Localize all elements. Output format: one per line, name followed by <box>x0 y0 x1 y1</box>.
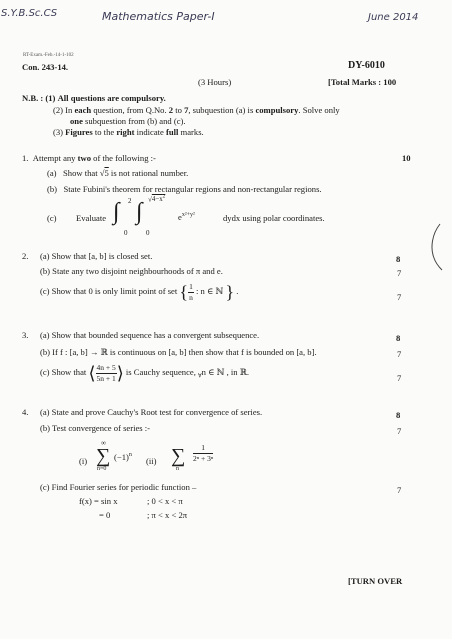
fraction-denominator: n <box>189 292 193 302</box>
sqrt-symbol: √ <box>99 168 105 178</box>
sigma-sign-i: ∑ <box>96 445 111 467</box>
q3b-marks: 7 <box>397 349 402 359</box>
inner-integral-upper <box>148 195 165 203</box>
fraction-denominator: 2ⁿ + 3ⁿ <box>193 453 214 463</box>
q4a: (a) State and prove Cauchy's Root test for convergence of series. <box>40 407 263 417</box>
outer-integral-lower: 0 <box>124 229 128 237</box>
nb-line-4 <box>53 127 204 137</box>
nb-line-3 <box>70 116 186 126</box>
fraction-sequence <box>96 364 117 382</box>
sqrt-symbol: √ <box>148 195 152 204</box>
handwritten-date: June 2014 <box>368 12 419 23</box>
nb-rule-2-part: compulsory <box>255 105 299 115</box>
nb-rule-2-part: each <box>74 105 92 115</box>
left-angle: ⟨ <box>88 363 96 383</box>
nb-rule-2-part: . Solve only <box>298 105 340 115</box>
exp-base: e <box>178 212 182 222</box>
nb-rule-2-part: (2) In <box>53 105 75 115</box>
inner-upper-text: 4−x <box>151 195 163 204</box>
sigma-upper-i: ∞ <box>101 439 106 447</box>
q1-text: of the following :- <box>91 153 156 163</box>
right-angle: ⟩ <box>116 363 124 383</box>
q3c-text: (c) Show that <box>40 366 87 377</box>
q4c-marks: 7 <box>397 485 402 495</box>
sigma-lower-i: n=0 <box>97 466 107 472</box>
fraction-denominator: 5n + 1 <box>96 373 116 383</box>
fourier-line-1a: f(x) = sin x <box>79 496 118 506</box>
q3b: (b) If f : [a, b] → ℝ is continuous on [a, b] then show that f is bounded on [a, b]. <box>40 347 317 357</box>
nb-rule-2-part: to <box>173 105 185 115</box>
nb-rule-2-part: , subquestion (a) is <box>188 105 256 115</box>
nb-rule-3-part: marks. <box>178 127 204 137</box>
q4b-ii-label: (ii) <box>146 456 157 466</box>
q4c: (c) Find Fourier series for periodic function – <box>40 482 197 492</box>
q1b-text: State Fubini's theorem for rectangular regions and non-rectangular regions. <box>63 184 322 194</box>
nb-rule-2-part: question, from Q.No. <box>91 105 169 115</box>
q1-text: two <box>77 153 91 163</box>
q1b <box>47 184 322 194</box>
fraction-numerator: 4n + 5 <box>96 363 116 372</box>
q1a-text: is not rational number. <box>108 168 189 178</box>
q2c-marks: 7 <box>397 292 402 302</box>
q1c-evaluate: Evaluate <box>76 213 107 223</box>
q1a-label: (a) <box>47 168 57 178</box>
q1c-rest: dydx using polar coordinates. <box>223 213 325 223</box>
nb-rule-3-part: Figures <box>65 127 93 137</box>
q3a-marks: 8 <box>396 333 401 343</box>
series-i-base: (−1) <box>114 452 129 462</box>
q2c-text: (c) Show that 0 is only limit point of set <box>40 285 178 296</box>
series-ii-term <box>193 444 213 462</box>
nb-lead: N.B. : (1) <box>22 93 56 103</box>
inner-upper-sup: 2 <box>162 195 166 200</box>
q1-marks: 10 <box>402 153 411 163</box>
series-i-term <box>114 452 132 462</box>
fraction-numerator: 1 <box>193 444 213 454</box>
q3c-text: is Cauchy sequence, <box>125 366 198 377</box>
exp-power: x²+y² <box>181 212 195 219</box>
fourier-line-2b: ; π < x < 2π <box>147 510 188 520</box>
q1b-label: (b) <box>47 184 58 194</box>
nb-rule-3-part: right <box>116 127 135 137</box>
q4b-i-label: (i) <box>79 456 88 466</box>
turn-over: [TURN OVER <box>348 576 403 586</box>
q2c: (c) Show that 0 is only limit point of set { $\frac{1}{n}$ : n ∈ ℕ } . <box>40 282 239 302</box>
nb-rule-3-part: (3) <box>53 127 66 137</box>
q1a <box>47 168 188 178</box>
q3c <box>40 364 249 382</box>
q2a: (a) Show that [a, b] is closed set. <box>40 251 153 261</box>
q2a-marks: 8 <box>396 254 401 264</box>
nb-rule-3-part: full <box>165 127 179 137</box>
nb-rule-3-part: to the <box>92 127 117 137</box>
exp-term <box>178 212 195 222</box>
nb-rule-1: All questions are compulsory. <box>57 93 166 103</box>
q2b-marks: 7 <box>397 268 402 278</box>
paper-code: DY-6010 <box>348 60 385 71</box>
q2b: (b) State any two disjoint neighbourhoods of π and e. <box>40 266 223 276</box>
q1-text: Attempt any <box>32 153 78 163</box>
q1a-text: Show that <box>63 168 100 178</box>
fourier-line-1b: ; 0 < x < π <box>147 496 183 506</box>
nb-rule-2-part: one <box>70 116 83 126</box>
inner-upper-radicand <box>152 195 165 203</box>
fraction-one-over-n <box>188 283 194 301</box>
set-condition: : n ∈ ℕ <box>195 285 224 296</box>
con-number: Con. 243-14. <box>22 62 69 72</box>
total-marks: [Total Marks : 100 <box>328 77 397 87</box>
q1a-radicand: 5 <box>104 168 109 178</box>
outer-integral-upper: 2 <box>128 197 132 205</box>
q2-number: 2. <box>22 251 29 261</box>
nb-rule-2-part: 7 <box>184 105 189 115</box>
forall-symbol: ∀ <box>198 373 202 380</box>
q3-number: 3. <box>22 330 29 340</box>
nb-line-1 <box>22 93 166 103</box>
exam-code-small: RT-Exam.-Feb.-14-1-102 <box>23 53 74 58</box>
q1c-label: (c) <box>47 213 57 223</box>
duration: (3 Hours) <box>198 77 232 87</box>
handwritten-paper-title: Mathematics Paper-I <box>102 10 215 23</box>
nb-line-2 <box>53 105 340 115</box>
handwritten-course: S.Y.B.Sc.CS <box>1 8 58 19</box>
outer-integral-sign: ∫ <box>113 199 120 225</box>
q1-heading <box>22 153 156 163</box>
q1-number: 1. <box>22 153 29 163</box>
q4a-marks: 8 <box>396 410 401 420</box>
left-brace: { <box>179 282 189 302</box>
inner-integral-lower: 0 <box>146 229 150 237</box>
inner-integral-sign: ∫ <box>136 199 143 225</box>
nb-rule-2-part: 2 <box>168 105 174 115</box>
q3a: (a) Show that bounded sequence has a convergent subsequence. <box>40 330 260 340</box>
q4b: (b) Test convergence of series :- <box>40 423 151 433</box>
fraction-numerator: 1 <box>189 282 193 291</box>
sigma-sign-ii: ∑ <box>171 445 186 467</box>
fraction-series-ii <box>193 444 213 462</box>
nb-rule-3-part: indicate <box>134 127 166 137</box>
sigma-lower-ii: n <box>176 466 179 472</box>
q4-number: 4. <box>22 407 29 417</box>
nb-rule-2-part: subquestion from (b) and (c). <box>82 116 186 126</box>
q4b-marks: 7 <box>397 426 402 436</box>
series-i-power: n <box>128 452 132 459</box>
margin-pen-mark <box>426 222 446 272</box>
q3c-text: n ∈ ℕ , in ℝ. <box>201 366 250 377</box>
q3c-marks: 7 <box>397 373 402 383</box>
fourier-line-2a: = 0 <box>99 510 111 520</box>
right-brace: } <box>225 282 235 302</box>
